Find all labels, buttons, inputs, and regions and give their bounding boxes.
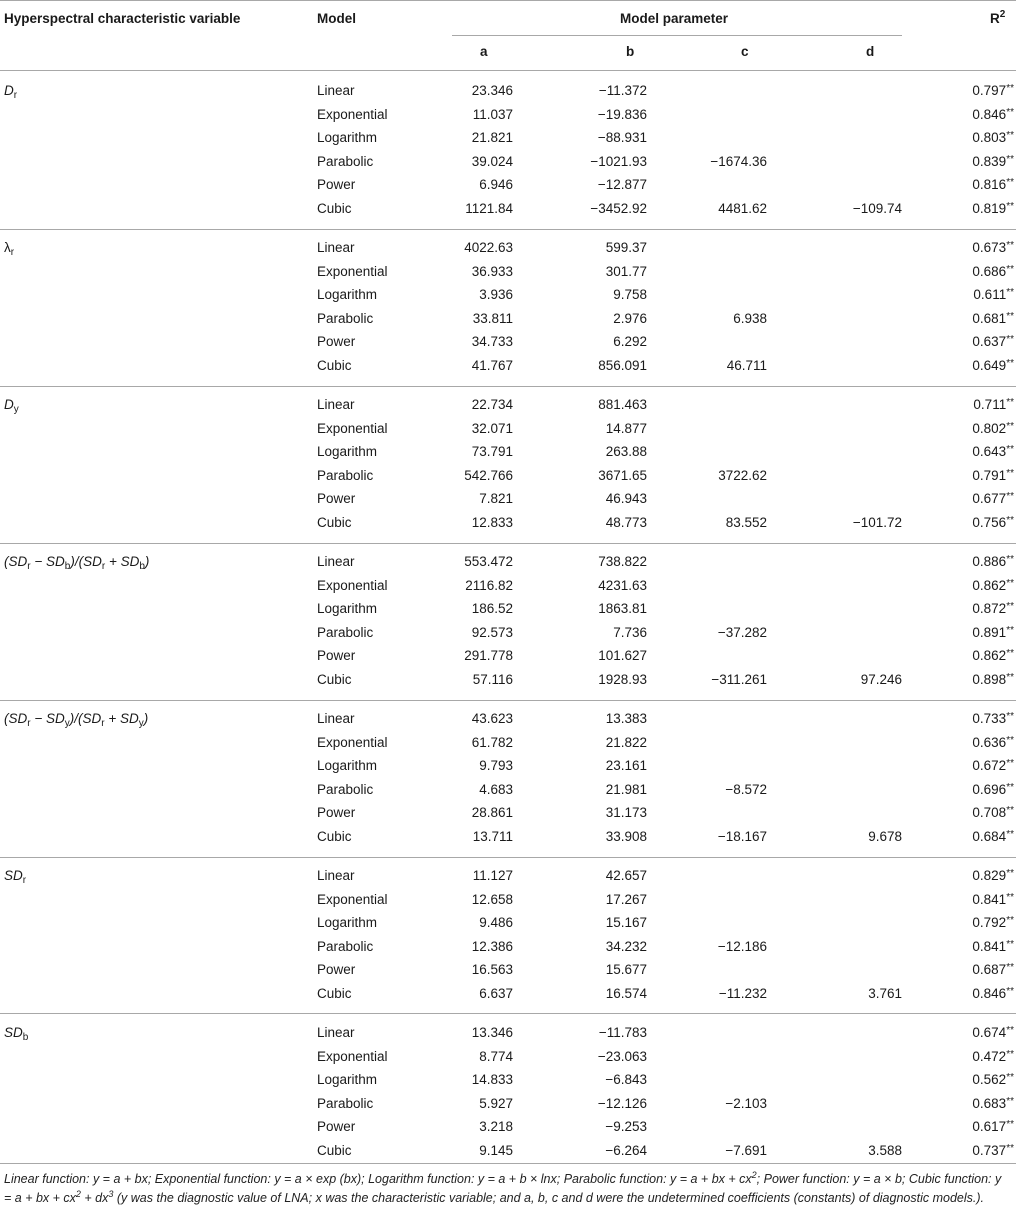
- param-b-value: 13.383: [605, 711, 647, 726]
- r2-value: 0.643**: [972, 444, 1014, 459]
- param-a-value: 2116.82: [465, 578, 513, 593]
- r2-value: 0.733**: [972, 711, 1014, 726]
- model-name: Linear: [317, 83, 355, 98]
- param-a-value: 43.623: [471, 711, 513, 726]
- param-b-value: −12.126: [597, 1096, 647, 1111]
- table-bottom-rule: [0, 1163, 1016, 1164]
- param-a-value: 36.933: [471, 264, 513, 279]
- param-a-value: 12.658: [471, 892, 513, 907]
- param-b-value: 101.627: [598, 648, 647, 663]
- param-b-value: −19.836: [597, 107, 647, 122]
- param-d-value: −109.74: [852, 201, 902, 216]
- param-b-value: 599.37: [605, 240, 647, 255]
- param-b-value: 4231.63: [598, 578, 647, 593]
- model-name: Linear: [317, 397, 355, 412]
- r2-value: 0.841**: [972, 892, 1014, 907]
- param-b-value: 2.976: [613, 311, 647, 326]
- header-param-a: a: [480, 44, 488, 59]
- param-c-value: −18.167: [717, 829, 767, 844]
- model-parameter-rule: [452, 35, 902, 36]
- group-divider: [0, 700, 1016, 701]
- param-a-value: 22.734: [471, 397, 513, 412]
- param-c-value: −8.572: [725, 782, 767, 797]
- param-a-value: 7.821: [479, 491, 513, 506]
- param-c-value: −11.232: [718, 986, 767, 1001]
- param-a-value: 13.346: [471, 1025, 513, 1040]
- param-a-value: 9.486: [479, 915, 513, 930]
- r2-value: 0.617**: [972, 1119, 1014, 1134]
- header-r2-base: R: [990, 11, 1000, 26]
- param-c-value: 83.552: [725, 515, 767, 530]
- param-b-value: 46.943: [605, 491, 647, 506]
- r2-value: 0.672**: [972, 758, 1014, 773]
- r2-value: 0.711**: [973, 397, 1014, 412]
- param-b-value: 9.758: [613, 287, 647, 302]
- model-name: Parabolic: [317, 782, 374, 797]
- variable-label: $D_y$: [4, 397, 19, 415]
- model-name: Exponential: [317, 735, 388, 750]
- model-name: Logarithm: [317, 601, 378, 616]
- r2-value: 0.562**: [972, 1072, 1014, 1087]
- param-b-value: 6.292: [613, 334, 647, 349]
- header-model-parameter: Model parameter: [620, 11, 729, 26]
- r2-value: 0.891**: [972, 625, 1014, 640]
- model-name: Cubic: [317, 358, 352, 373]
- variable-label: $(SD_r - SD_b)/(SD_r + SD_b)$: [4, 554, 150, 572]
- r2-value: 0.841**: [972, 939, 1014, 954]
- param-b-value: 15.167: [605, 915, 647, 930]
- r2-value: 0.819**: [972, 201, 1014, 216]
- model-name: Linear: [317, 554, 355, 569]
- param-b-value: −9.253: [605, 1119, 647, 1134]
- param-b-value: 21.981: [605, 782, 647, 797]
- model-name: Parabolic: [317, 154, 374, 169]
- param-c-value: 6.938: [733, 311, 767, 326]
- param-b-value: −1021.93: [590, 154, 647, 169]
- r2-value: 0.681**: [972, 311, 1014, 326]
- model-name: Parabolic: [317, 1096, 374, 1111]
- param-b-value: −23.063: [597, 1049, 647, 1064]
- param-c-value: −12.186: [717, 939, 767, 954]
- r2-value: 0.862**: [972, 578, 1014, 593]
- model-name: Exponential: [317, 892, 388, 907]
- model-name: Power: [317, 1119, 356, 1134]
- model-name: Parabolic: [317, 468, 374, 483]
- model-name: Parabolic: [317, 311, 374, 326]
- param-a-value: 1121.84: [465, 201, 513, 216]
- r2-value: 0.839**: [972, 154, 1014, 169]
- param-a-value: 13.711: [472, 829, 513, 844]
- param-b-value: 14.877: [605, 421, 647, 436]
- param-b-value: −3452.92: [590, 201, 647, 216]
- model-name: Linear: [317, 240, 355, 255]
- table-top-rule: [0, 0, 1016, 1]
- r2-value: 0.684**: [972, 829, 1014, 844]
- r2-value: 0.737**: [972, 1143, 1014, 1158]
- model-name: Cubic: [317, 986, 352, 1001]
- param-b-value: 23.161: [605, 758, 647, 773]
- param-c-value: 4481.62: [718, 201, 767, 216]
- param-a-value: 4022.63: [464, 240, 513, 255]
- variable-label: $D_r$: [4, 83, 18, 101]
- model-name: Exponential: [317, 264, 388, 279]
- param-a-value: 291.778: [464, 648, 513, 663]
- variable-label: $\lambda_r$: [4, 240, 15, 258]
- group-divider: [0, 857, 1016, 858]
- param-b-value: 34.232: [605, 939, 647, 954]
- param-c-value: −7.691: [725, 1143, 767, 1158]
- param-a-value: 41.767: [471, 358, 513, 373]
- param-a-value: 32.071: [471, 421, 513, 436]
- model-name: Cubic: [317, 201, 352, 216]
- param-b-value: −88.931: [597, 130, 647, 145]
- param-a-value: 12.386: [471, 939, 513, 954]
- param-b-value: 7.736: [613, 625, 647, 640]
- param-a-value: 16.563: [471, 962, 513, 977]
- variable-label: $(SD_r - SD_y)/(SD_r + SD_y)$: [4, 711, 149, 729]
- param-d-value: 9.678: [868, 829, 902, 844]
- param-a-value: 3.218: [479, 1119, 513, 1134]
- r2-value: 0.791**: [972, 468, 1014, 483]
- param-d-value: 97.246: [860, 672, 902, 687]
- model-name: Logarithm: [317, 287, 378, 302]
- model-name: Logarithm: [317, 444, 378, 459]
- param-a-value: 12.833: [471, 515, 513, 530]
- param-b-value: 17.267: [605, 892, 647, 907]
- r2-value: 0.637**: [972, 334, 1014, 349]
- param-a-value: 39.024: [471, 154, 513, 169]
- r2-value: 0.472**: [972, 1049, 1014, 1064]
- model-name: Exponential: [317, 578, 388, 593]
- param-b-value: 263.88: [605, 444, 647, 459]
- r2-value: 0.756**: [972, 515, 1014, 530]
- model-name: Cubic: [317, 515, 352, 530]
- param-b-value: −6.264: [605, 1143, 647, 1158]
- param-a-value: 11.127: [472, 868, 513, 883]
- r2-value: 0.636**: [972, 735, 1014, 750]
- group-divider: [0, 1013, 1016, 1014]
- param-b-value: 21.822: [605, 735, 647, 750]
- r2-value: 0.674**: [972, 1025, 1014, 1040]
- model-name: Logarithm: [317, 130, 378, 145]
- r2-value: 0.872**: [972, 601, 1014, 616]
- model-name: Power: [317, 648, 356, 663]
- r2-value: 0.686**: [972, 264, 1014, 279]
- param-d-value: −101.72: [852, 515, 902, 530]
- model-name: Cubic: [317, 672, 352, 687]
- model-name: Power: [317, 805, 356, 820]
- variable-label: $SD_r$: [4, 868, 27, 886]
- param-a-value: 34.733: [471, 334, 513, 349]
- param-b-value: −6.843: [605, 1072, 647, 1087]
- model-name: Logarithm: [317, 915, 378, 930]
- param-b-value: 1863.81: [598, 601, 647, 616]
- param-b-value: 16.574: [605, 986, 647, 1001]
- param-a-value: 57.116: [472, 672, 513, 687]
- table-footnote: [4, 1170, 1012, 1208]
- variable-label: $SD_b$: [4, 1025, 29, 1043]
- param-b-value: 48.773: [605, 515, 647, 530]
- param-b-value: −11.783: [598, 1025, 647, 1040]
- model-name: Linear: [317, 868, 355, 883]
- model-name: Power: [317, 177, 356, 192]
- r2-value: 0.816**: [972, 177, 1014, 192]
- r2-value: 0.898**: [972, 672, 1014, 687]
- param-b-value: 15.677: [605, 962, 647, 977]
- header-param-d: d: [866, 44, 875, 59]
- header-bottom-rule: [0, 70, 1016, 71]
- r2-value: 0.696**: [972, 782, 1014, 797]
- header-variable: Hyperspectral characteristic variable: [4, 11, 241, 26]
- param-b-value: −11.372: [598, 83, 647, 98]
- r2-value: 0.677**: [972, 491, 1014, 506]
- param-a-value: 542.766: [464, 468, 513, 483]
- param-c-value: −311.261: [711, 672, 767, 687]
- r2-value: 0.687**: [972, 962, 1014, 977]
- r2-value: 0.803**: [972, 130, 1014, 145]
- param-a-value: 9.145: [479, 1143, 513, 1158]
- param-b-value: 301.77: [605, 264, 647, 279]
- r2-value: 0.829**: [972, 868, 1014, 883]
- header-r2: [990, 11, 1005, 27]
- r2-value: 0.611**: [973, 287, 1014, 302]
- footnote-render: Linear function: y = a + bx; Exponential function: y = a × exp (bx); Logarithm function: y = a + b × lnx; Parabolic function: y = a + bx + $cx^2$; Power function: y = a × b; Cubic function: y = a + bx + $cx^2 + dx^3$ (y was the diagnostic value of LNA; x was the characteristic variable; and a, b, c and d were the undetermined coefficients (constants) of diagnostic models.).: [4, 1170, 1002, 1205]
- group-divider: [0, 543, 1016, 544]
- param-a-value: 21.821: [471, 130, 513, 145]
- param-a-value: 28.861: [471, 805, 513, 820]
- param-b-value: 31.173: [605, 805, 647, 820]
- r2-value: 0.886**: [972, 554, 1014, 569]
- r2-value: 0.846**: [972, 986, 1014, 1001]
- param-b-value: 856.091: [598, 358, 647, 373]
- param-a-value: 92.573: [471, 625, 513, 640]
- header-model: Model: [317, 11, 356, 26]
- group-divider: [0, 229, 1016, 230]
- model-name: Power: [317, 491, 356, 506]
- param-a-value: 33.811: [472, 311, 513, 326]
- r2-value: 0.792**: [972, 915, 1014, 930]
- param-b-value: 33.908: [605, 829, 647, 844]
- param-c-value: 46.711: [726, 358, 767, 373]
- r2-value: 0.708**: [972, 805, 1014, 820]
- r2-value: 0.683**: [972, 1096, 1014, 1111]
- model-name: Exponential: [317, 107, 388, 122]
- model-name: Logarithm: [317, 1072, 378, 1087]
- param-d-value: 3.761: [868, 986, 902, 1001]
- model-name: Linear: [317, 1025, 355, 1040]
- param-c-value: 3722.62: [718, 468, 767, 483]
- param-c-value: −1674.36: [710, 154, 767, 169]
- param-b-value: 738.822: [598, 554, 647, 569]
- param-a-value: 553.472: [464, 554, 513, 569]
- r2-value: 0.649**: [972, 358, 1014, 373]
- model-name: Linear: [317, 711, 355, 726]
- param-a-value: 6.946: [479, 177, 513, 192]
- param-d-value: 3.588: [868, 1143, 902, 1158]
- param-b-value: −12.877: [597, 177, 647, 192]
- param-a-value: 5.927: [479, 1096, 513, 1111]
- header-param-c: c: [741, 44, 749, 59]
- param-a-value: 14.833: [471, 1072, 513, 1087]
- r2-value: 0.797**: [972, 83, 1014, 98]
- param-b-value: 42.657: [605, 868, 647, 883]
- model-name: Cubic: [317, 1143, 352, 1158]
- r2-value: 0.802**: [972, 421, 1014, 436]
- model-name: Power: [317, 962, 356, 977]
- model-name: Power: [317, 334, 356, 349]
- param-a-value: 9.793: [479, 758, 513, 773]
- param-b-value: 881.463: [598, 397, 647, 412]
- param-b-value: 3671.65: [598, 468, 647, 483]
- param-a-value: 73.791: [471, 444, 513, 459]
- param-c-value: −2.103: [725, 1096, 767, 1111]
- param-a-value: 8.774: [479, 1049, 513, 1064]
- model-name: Parabolic: [317, 939, 374, 954]
- param-a-value: 23.346: [471, 83, 513, 98]
- model-name: Logarithm: [317, 758, 378, 773]
- model-name: Exponential: [317, 421, 388, 436]
- r2-value: 0.862**: [972, 648, 1014, 663]
- param-b-value: 1928.93: [598, 672, 647, 687]
- param-a-value: 61.782: [471, 735, 513, 750]
- param-a-value: 4.683: [479, 782, 513, 797]
- param-a-value: 186.52: [471, 601, 513, 616]
- group-divider: [0, 386, 1016, 387]
- header-r2-sup: 2: [999, 9, 1006, 20]
- param-a-value: 11.037: [472, 107, 513, 122]
- param-a-value: 6.637: [479, 986, 513, 1001]
- param-c-value: −37.282: [717, 625, 767, 640]
- r2-value: 0.673**: [972, 240, 1014, 255]
- param-a-value: 3.936: [479, 287, 513, 302]
- r2-value: 0.846**: [972, 107, 1014, 122]
- model-name: Cubic: [317, 829, 352, 844]
- model-name: Parabolic: [317, 625, 374, 640]
- model-name: Exponential: [317, 1049, 388, 1064]
- header-param-b: b: [626, 44, 635, 59]
